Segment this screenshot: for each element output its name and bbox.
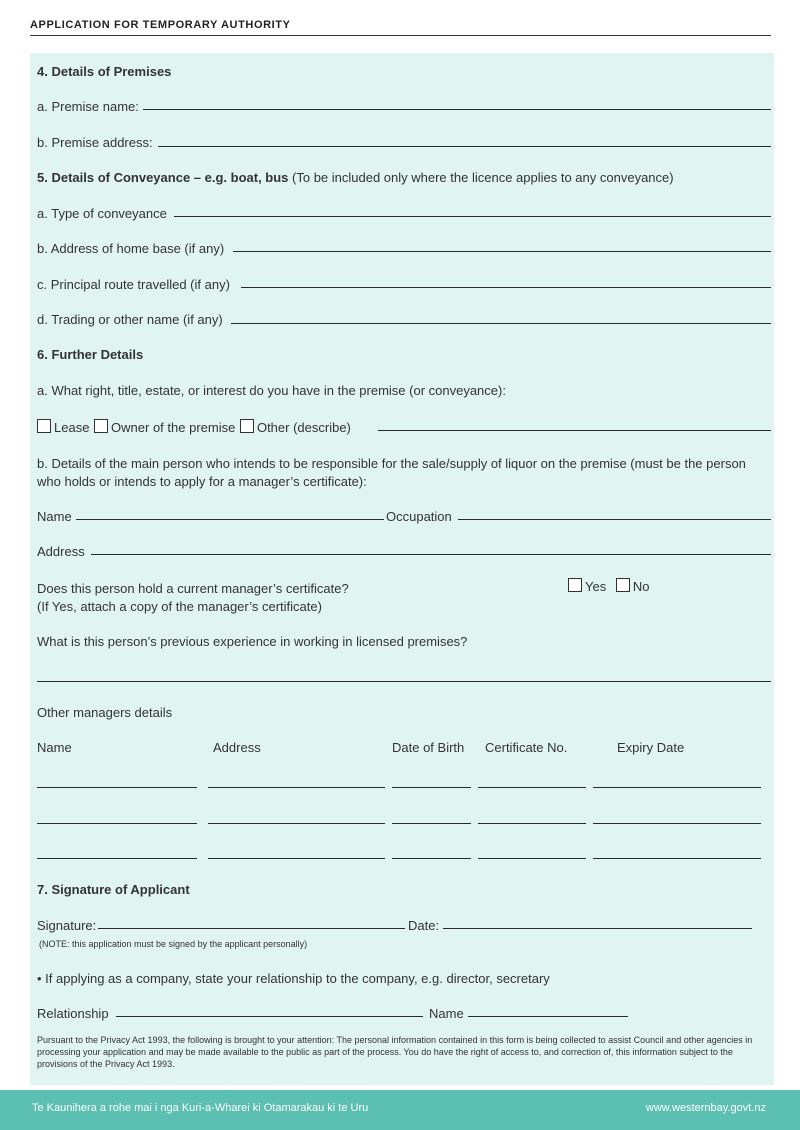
manager-2-address-field[interactable] <box>208 823 385 824</box>
manager-3-expiry-field[interactable] <box>593 858 761 859</box>
lease-checkbox[interactable] <box>37 419 51 433</box>
no-checkbox[interactable] <box>616 578 630 592</box>
no-label: No <box>632 579 650 594</box>
person-name-field[interactable] <box>76 519 384 520</box>
manager-1-dob-field[interactable] <box>392 787 471 788</box>
privacy-statement: Pursuant to the Privacy Act 1993, the following is brought to your attention: The personal information contained in this form is being collected to assist Council and other agencies in processing your application and may be made available to the public as part of the process. You do have the right of access to, and correction of, this information subject to the provisions of the Privacy Act 1993. <box>37 1035 753 1069</box>
route-field[interactable] <box>241 287 771 288</box>
footer-website-link[interactable]: www.westernbay.govt.nz <box>645 1102 766 1114</box>
company-name-label: Name <box>429 1006 464 1021</box>
signature-label: Signature: <box>37 918 97 933</box>
lease-label: Lease <box>54 420 90 435</box>
relationship-label: Relationship <box>37 1006 109 1021</box>
interest-options <box>37 419 351 436</box>
section-5-heading-row <box>37 170 674 186</box>
signature-field[interactable] <box>98 928 405 929</box>
conveyance-type-label: a. Type of conveyance <box>37 206 167 221</box>
section-5-note: (To be included only where the licence applies to any conveyance) <box>288 170 674 185</box>
manager-2-certificate-field[interactable] <box>478 823 586 824</box>
premise-address-field[interactable] <box>158 146 771 147</box>
certificate-options <box>568 578 649 595</box>
owner-checkbox[interactable] <box>94 419 108 433</box>
column-header-certificate-no: Certificate No. <box>485 740 568 755</box>
manager-3-address-field[interactable] <box>208 858 385 859</box>
date-field[interactable] <box>443 928 752 929</box>
manager-1-address-field[interactable] <box>208 787 385 788</box>
yes-checkbox[interactable] <box>568 578 582 592</box>
yes-label: Yes <box>585 579 607 594</box>
manager-3-dob-field[interactable] <box>392 858 471 859</box>
person-address-label: Address <box>37 544 85 559</box>
route-label: c. Principal route travelled (if any) <box>37 277 230 292</box>
company-name-field[interactable] <box>468 1016 628 1017</box>
manager-1-certificate-field[interactable] <box>478 787 586 788</box>
occupation-label: Occupation <box>386 509 452 524</box>
section-5-heading: 5. Details of Conveyance – e.g. boat, bus <box>37 170 289 185</box>
trading-name-label: d. Trading or other name (if any) <box>37 312 223 327</box>
section-7-heading: 7. Signature of Applicant <box>37 882 190 897</box>
column-header-name: Name <box>37 740 72 755</box>
column-header-date-of-birth: Date of Birth <box>392 740 465 755</box>
signature-note: (NOTE: this application must be signed by the applicant personally) <box>39 939 308 949</box>
main-person-text: b. Details of the main person who intends to be responsible for the sale/supply of liquor on the premise (must be the person who holds or intends to apply for a manager’s certificate): <box>37 456 746 489</box>
home-base-field[interactable] <box>233 251 771 252</box>
premise-name-label: a. Premise name: <box>37 99 139 114</box>
person-name-label: Name <box>37 509 72 524</box>
premise-name-field[interactable] <box>143 109 771 110</box>
trading-name-field[interactable] <box>231 323 771 324</box>
section-6-heading: 6. Further Details <box>37 347 144 362</box>
header-divider <box>30 35 771 36</box>
date-label: Date: <box>408 918 440 933</box>
manager-2-expiry-field[interactable] <box>593 823 761 824</box>
person-address-field[interactable] <box>91 554 771 555</box>
right-question: a. What right, title, estate, or interest do you have in the premise (or conveyance): <box>37 383 506 398</box>
manager-2-dob-field[interactable] <box>392 823 471 824</box>
manager-2-name-field[interactable] <box>37 823 197 824</box>
column-header-address: Address <box>213 740 261 755</box>
experience-question: What is this person’s previous experience in working in licensed premises? <box>37 634 468 649</box>
manager-3-name-field[interactable] <box>37 858 197 859</box>
experience-field[interactable] <box>37 681 771 682</box>
premise-address-label: b. Premise address: <box>37 135 153 150</box>
other-describe-field[interactable] <box>378 430 771 431</box>
form-title: APPLICATION FOR TEMPORARY AUTHORITY <box>30 19 291 31</box>
other-managers-label: Other managers details <box>37 705 173 720</box>
home-base-label: b. Address of home base (if any) <box>37 241 225 256</box>
footer-council-name: Te Kaunihera a rohe mai i nga Kuri-a-Wharei ki Otamarakau ki te Uru <box>32 1102 369 1114</box>
owner-label: Owner of the premise <box>111 420 236 435</box>
manager-1-name-field[interactable] <box>37 787 197 788</box>
manager-1-expiry-field[interactable] <box>593 787 761 788</box>
section-4-heading: 4. Details of Premises <box>37 64 172 79</box>
other-checkbox[interactable] <box>240 419 254 433</box>
column-header-expiry-date: Expiry Date <box>617 740 685 755</box>
relationship-field[interactable] <box>116 1016 423 1017</box>
occupation-field[interactable] <box>458 519 771 520</box>
conveyance-type-field[interactable] <box>174 216 771 217</box>
other-label: Other (describe) <box>256 420 351 435</box>
company-text: • If applying as a company, state your relationship to the company, e.g. director, secretary <box>37 971 550 986</box>
manager-3-certificate-field[interactable] <box>478 858 586 859</box>
certificate-question: Does this person hold a current manager’s certificate? <box>37 581 349 596</box>
certificate-note: (If Yes, attach a copy of the manager’s certificate) <box>37 599 322 614</box>
